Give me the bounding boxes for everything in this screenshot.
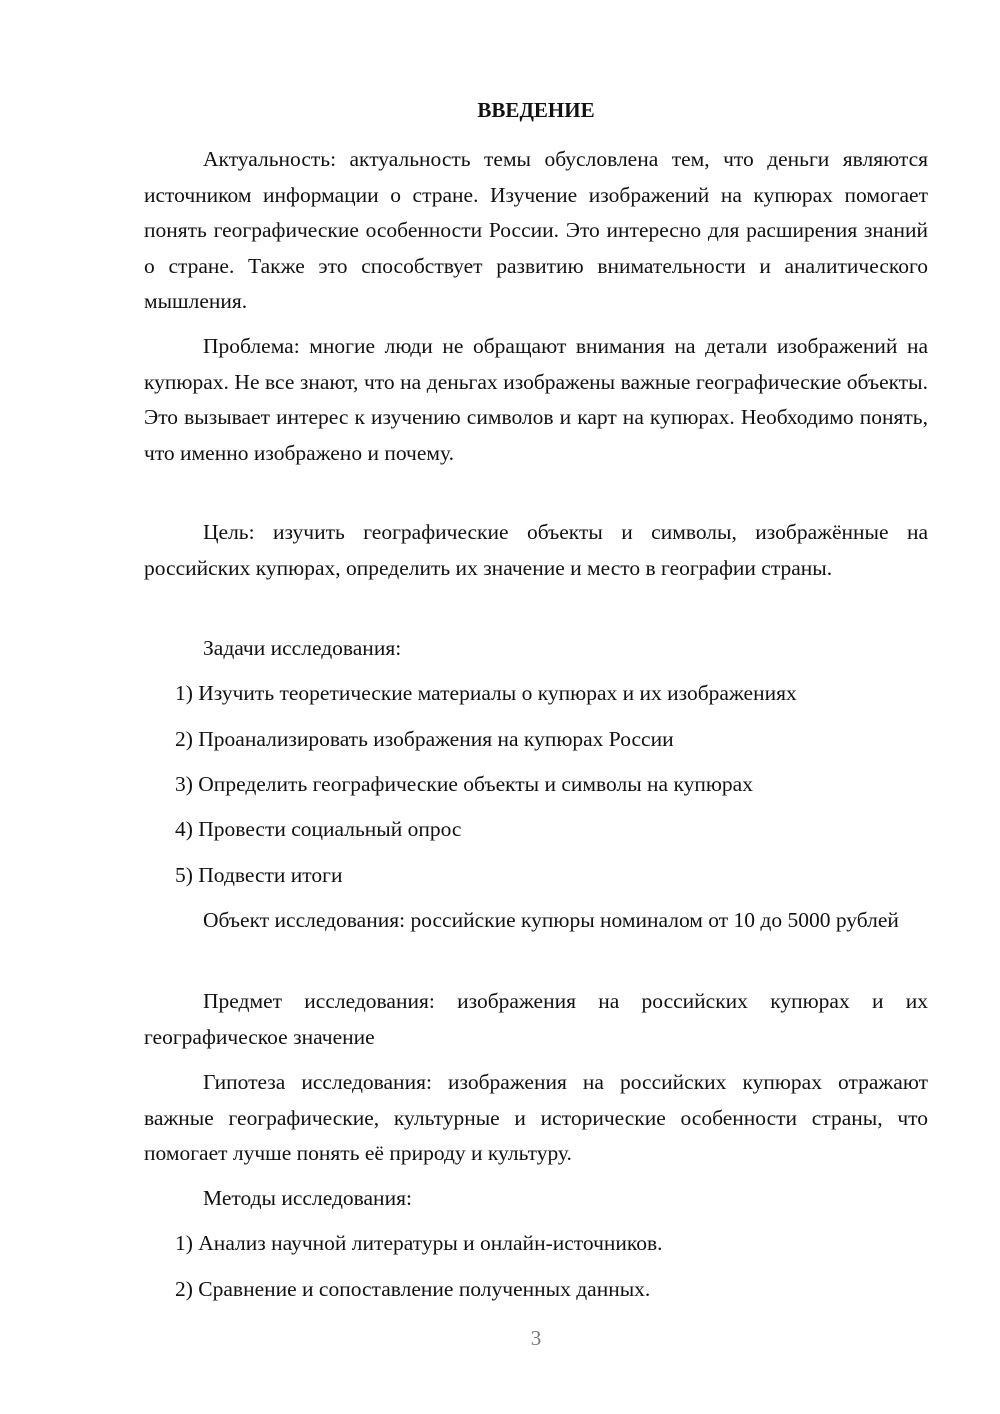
subject-paragraph: Предмет исследования: изображения на российских купюрах и их географическое значение (144, 989, 928, 1049)
page-number: 3 (530, 1326, 542, 1350)
task-item-3: 3) Определить географические объекты и символы на купюрах (175, 772, 753, 796)
section-title: ВВЕДЕНИЕ (477, 98, 595, 122)
methods-heading: Методы исследования: (203, 1186, 412, 1210)
task-item-1: 1) Изучить теоретические материалы о купюрах и их изображениях (175, 681, 797, 705)
problem-paragraph: Проблема: многие люди не обращают внимания на детали изображений на купюрах. Не все знают, что на деньгах изображены важные географические объекты. Это вызывает интерес к изучению символов и карт на купюрах. Необходимо понять, что именно изображено и почему. (144, 334, 928, 465)
object-paragraph: Объект исследования: российские купюры номиналом от 10 до 5000 рублей (203, 908, 899, 932)
task-item-4: 4) Провести социальный опрос (175, 817, 462, 841)
method-item-1: 1) Анализ научной литературы и онлайн-источников. (175, 1231, 663, 1255)
hypothesis-paragraph: Гипотеза исследования: изображения на российских купюрах отражают важные географические, культурные и исторические особенности страны, что помогает лучше понять её природу и культуру. (144, 1070, 928, 1165)
task-item-5: 5) Подвести итоги (175, 863, 343, 887)
relevance-paragraph: Актуальность: актуальность темы обусловлена тем, что деньги являются источником информации о стране. Изучение изображений на купюрах помогает понять географические особенности России. Это интересно для расширения знаний о стране. Также это способствует развитию внимательности и аналитического мышления. (144, 147, 928, 313)
task-item-2: 2) Проанализировать изображения на купюрах России (175, 727, 674, 751)
tasks-heading: Задачи исследования: (203, 636, 402, 660)
goal-paragraph: Цель: изучить географические объекты и символы, изображённые на российских купюрах, определить их значение и место в географии страны. (144, 520, 928, 580)
method-item-2: 2) Сравнение и сопоставление полученных данных. (175, 1277, 651, 1301)
